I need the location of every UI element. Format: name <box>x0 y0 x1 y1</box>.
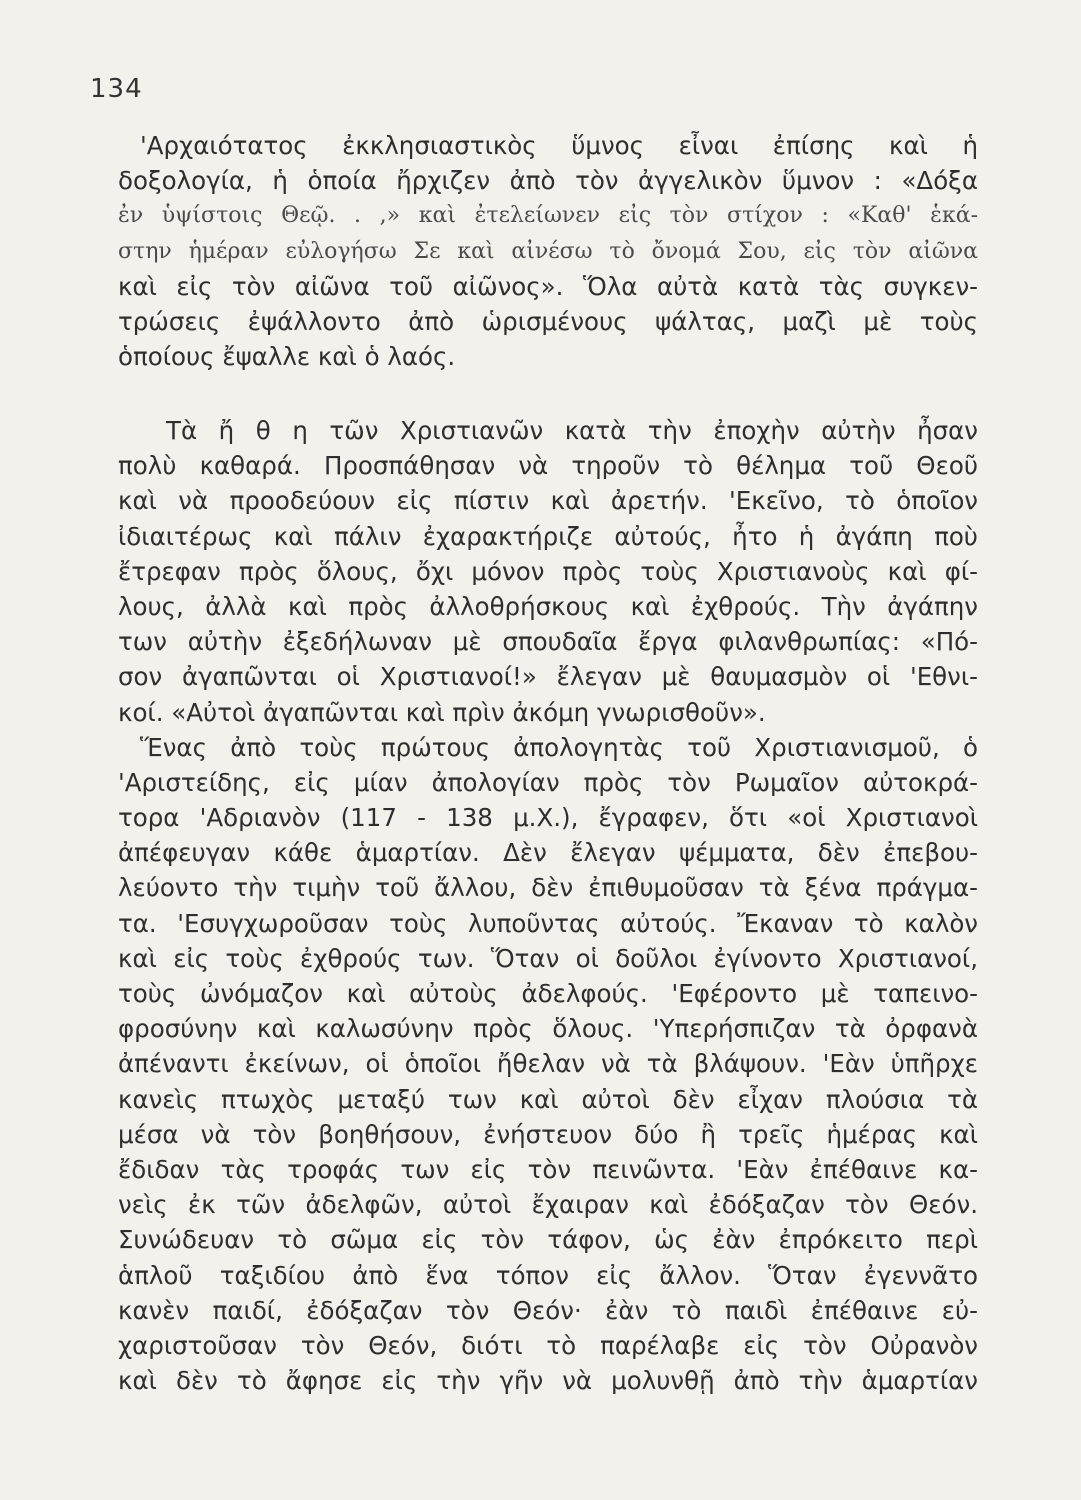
text-line: ἀπέφευγαν κάθε ἁμαρτίαν. Δὲν ἔλεγαν ψέμματα, δὲν ἐπεβου- <box>118 838 978 868</box>
text-line: 'Αριστείδης, εἰς μίαν ἀπολογίαν πρὸς τὸν Ρωμαῖον αὐτοκρά- <box>118 767 978 797</box>
text-line: Τὰ ἤ θ η τῶν Χριστιανῶν κατὰ τὴν ἐποχὴν αὐτὴν ἦσαν <box>166 416 978 445</box>
text-line: Συνώδευαν τὸ σῶμα εἰς τὸν τάφον, ὡς ἐὰν ἐπρόκειτο περὶ <box>118 1225 978 1255</box>
text-line: νεὶς ἐκ τῶν ἀδελφῶν, αὐτοὶ ἔχαιραν καὶ ἐδόξαζαν τὸν Θεόν. <box>118 1190 978 1220</box>
text-line: λους, ἀλλὰ καὶ πρὸς ἀλλοθρήσκους καὶ ἐχθρούς. Τὴν ἀγάπην <box>118 591 978 621</box>
text-line: δοξολογία, ἡ ὁποία ἤρχιζεν ἀπὸ τὸν ἀγγελικὸν ὕμνον : «Δόξα <box>118 166 978 196</box>
text-line: καὶ εἰς τοὺς ἐχθρούς των. Ὅταν οἱ δοῦλοι ἐγίνοντο Χριστιανοί, <box>118 943 978 973</box>
text-line: Ἕνας ἀπὸ τοὺς πρώτους ἀπολογητὰς τοῦ Χριστιανισμοῦ, ὁ <box>140 732 978 762</box>
text-line: στην ἡμέραν εὐλογήσω Σε καὶ αἰνέσω τὸ ὄνομά Σου, εἰς τὸν αἰῶνα <box>118 238 978 264</box>
text-line: ἔδιδαν τὰς τροφάς των εἰς τὸν πεινῶντα. 'Εὰν ἐπέθαινε κα- <box>118 1154 978 1184</box>
text-line: ἔτρεφαν πρὸς ὅλους, ὄχι μόνον πρὸς τοὺς Χριστιανοὺς καὶ φί- <box>118 556 978 586</box>
text-line: σον ἀγαπῶνται οἱ Χριστιανοί!» ἔλεγαν μὲ θαυμασμὸν οἱ 'Εθνι- <box>118 662 978 692</box>
text-line: λεύοντο τὴν τιμὴν τοῦ ἄλλου, δὲν ἐπιθυμοῦσαν τὰ ξένα πράγμα- <box>118 873 978 903</box>
text-line: ἰδιαιτέρως καὶ πάλιν ἐχαρακτήριζε αὐτούς, ἦτο ἡ ἀγάπη ποὺ <box>118 521 978 551</box>
text-line: κανὲν παιδί, ἐδόξαζαν τὸν Θεόν· ἐὰν τὸ παιδὶ ἐπέθαινε εὐ- <box>118 1295 978 1325</box>
text-line: καὶ δὲν τὸ ἄφησε εἰς τὴν γῆν νὰ μολυνθῇ ἀπὸ τὴν ἁμαρτίαν <box>118 1366 978 1396</box>
text-line: καὶ νὰ προοδεύουν εἰς πίστιν καὶ ἀρετήν. 'Εκεῖνο, τὸ ὁποῖον <box>118 486 978 516</box>
text-line: τοὺς ὠνόμαζον καὶ αὐτοὺς ἀδελφούς. 'Εφέροντο μὲ ταπεινο- <box>118 979 978 1008</box>
paragraph-christian-ethics <box>118 413 978 1398</box>
text-line: κοί. «Αὐτοὶ ἀγαπῶνται καὶ πρὶν ἀκόμη γνωρισθοῦν». <box>118 697 766 727</box>
text-line: των αὐτὴν ἐξεδήλωναν μὲ σπουδαῖα ἔργα φιλανθρωπίας: «Πό- <box>118 627 978 657</box>
paragraph-doxology <box>118 128 978 374</box>
page-number: 134 <box>90 74 143 104</box>
text-line: τορα 'Αδριανὸν (117 - 138 μ.Χ.), ἔγραφεν, ὅτι «οἱ Χριστιανοὶ <box>118 803 978 833</box>
text-line: ἁπλοῦ ταξιδίου ἀπὸ ἕνα τόπον εἰς ἄλλον. Ὅταν ἐγεννᾶτο <box>118 1260 978 1290</box>
text-line: καὶ εἰς τὸν αἰῶνα τοῦ αἰῶνος». Ὅλα αὐτὰ κατὰ τὰς συγκεν- <box>118 271 978 301</box>
text-line: τα. 'Εσυγχωροῦσαν τοὺς λυποῦντας αὐτούς. Ἔκαναν τὸ καλὸν <box>118 908 978 938</box>
text-line: χαριστοῦσαν τὸν Θεόν, διότι τὸ παρέλαβε εἰς τὸν Οὐρανὸν <box>118 1330 978 1360</box>
text-line: ἐν ὑψίστοις Θεῷ. . ,» καὶ ἐτελείωνεν εἰς τὸν στίχον : «Καθ' ἑκά- <box>118 203 978 229</box>
text-line: ὁποίους ἔψαλλε καὶ ὁ λαός. <box>118 342 456 372</box>
text-line: ἀπέναντι ἐκείνων, οἱ ὁποῖοι ἤθελαν νὰ τὰ βλάψουν. 'Εὰν ὑπῆρχε <box>118 1049 978 1079</box>
text-line: τρώσεις ἐψάλλοντο ἀπὸ ὡρισμένους ψάλτας, μαζὶ μὲ τοὺς <box>118 306 978 336</box>
text-line: μέσα νὰ τὸν βοηθήσουν, ἐνήστευον δύο ἢ τρεῖς ἡμέρας καὶ <box>118 1119 978 1149</box>
text-line: κανεὶς πτωχὸς μεταξύ των καὶ αὐτοὶ δὲν εἶχαν πλούσια τὰ <box>118 1084 978 1114</box>
text-line: πολὺ καθαρά. Προσπάθησαν νὰ τηροῦν τὸ θέλημα τοῦ Θεοῦ <box>118 451 978 481</box>
text-line: 'Αρχαιότατος ἐκκλησιαστικὸς ὕμνος εἶναι ἐπίσης καὶ ἡ <box>140 131 978 160</box>
text-line: φροσύνην καὶ καλωσύνην πρὸς ὅλους. 'Υπερήσπιζαν τὰ ὀρφανὰ <box>118 1014 978 1044</box>
